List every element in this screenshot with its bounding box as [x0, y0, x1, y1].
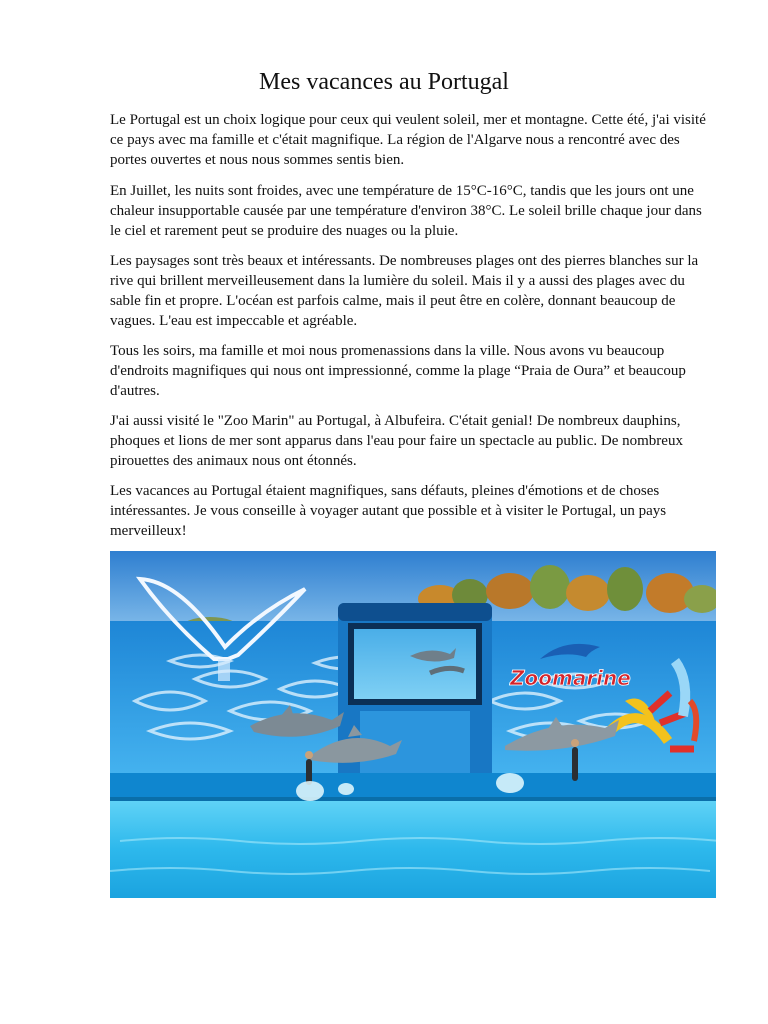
- paragraph-evenings: Tous les soirs, ma famille et moi nous promenassions dans la ville. Nous avons vu beaucoup d'endroits magnifiques qui nous ont impressionné, comme la plage “Praia de Oura” et beaucoup d'autres.: [110, 343, 686, 399]
- paragraph-conclusion: Les vacances au Portugal étaient magnifiques, sans défauts, pleines d'émotions et de choses intéressantes. Je vous conseille à voyager autant que possible et à visiter le Portugal, un pays merveilleux!: [110, 483, 667, 539]
- page-title: Mes vacances au Portugal: [259, 69, 509, 95]
- paragraph-weather: En Juillet, les nuits sont froides, avec une température de 15°C-16°C, tandis que les jours ont une chaleur insupportable causée par une température d'environ 38°C. Le soleil brille chaque jour dans le ciel et rarement peut se produire des nuages ou la pluie.: [110, 183, 702, 239]
- video-screen-tower: [338, 603, 492, 793]
- zoomarine-photo: [110, 551, 716, 898]
- paragraph-intro: Le Portugal est un choix logique pour ceux qui veulent soleil, mer et montagne. Cette été, j'ai visité ce pays avec ma famille et c'était magnifique. La région de l'Algarve nous a rencontré avec des portes ouvertes et nous nous sommes sentis bien.: [110, 112, 706, 168]
- paragraph-zoo-marin: J'ai aussi visité le "Zoo Marin" au Portugal, à Albufeira. C'était genial! De nombreux dauphins, phoques et lions de mer sont apparus dans l'eau pour faire un spectacle au public. De nombreux pirouettes des animaux nous ont étonnés.: [110, 413, 683, 469]
- zoomarine-logo-text: Zoomarine: [510, 666, 631, 690]
- paragraph-landscapes: Les paysages sont très beaux et intéressants. De nombreuses plages ont des pierres blanches sur la rive qui brillent merveilleusement dans la lumière du soleil. Mais il y a aussi des plages avec du sable fin et propre. L'océan est parfois calme, mais il peut être en colère, donnant beaucoup de vagues. L'eau est impeccable et agréable.: [110, 253, 699, 329]
- pool-water: [110, 801, 716, 898]
- stage-platform: [110, 773, 716, 801]
